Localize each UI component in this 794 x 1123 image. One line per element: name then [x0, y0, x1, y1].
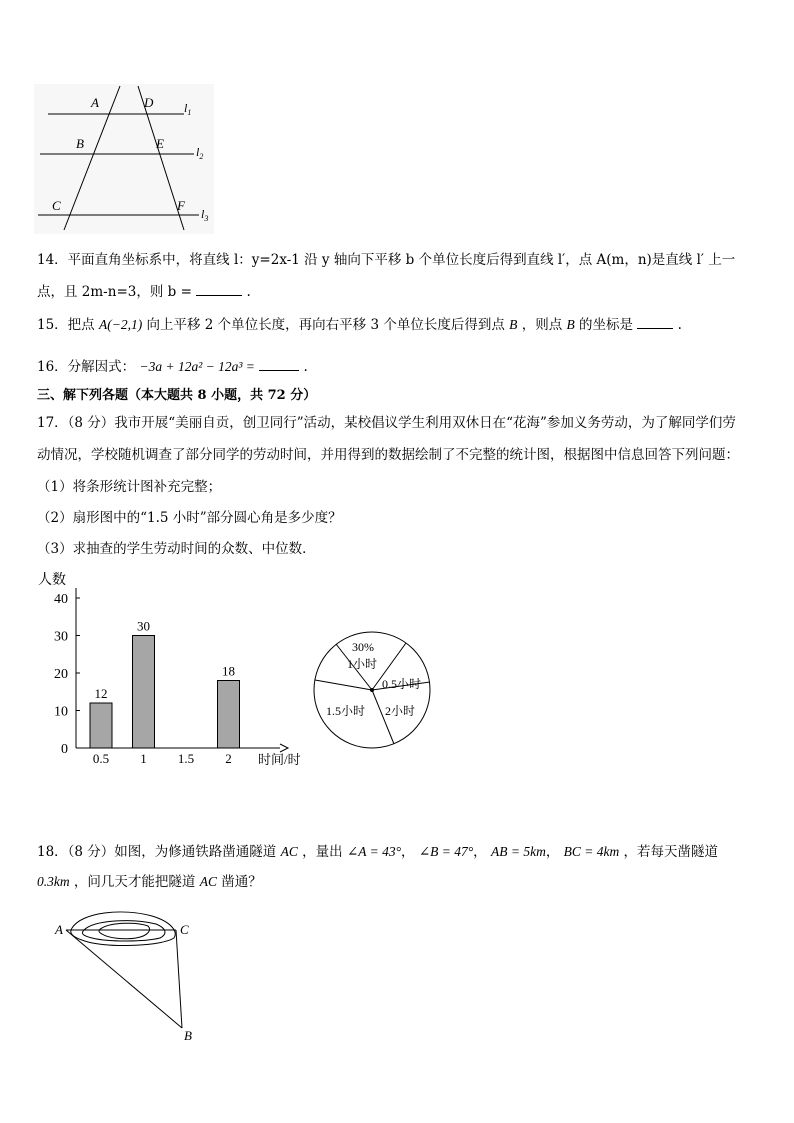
label-C: C: [52, 198, 61, 213]
q17-sub2: （2）扇形图中的“1.5 小时”部分圆心角是多少度？: [37, 510, 342, 526]
bar-chart-ylabel: 人数: [38, 573, 66, 588]
side-ab: [66, 930, 182, 1028]
q18-mid: ，量出: [302, 844, 343, 860]
label-A: A: [91, 95, 99, 110]
pie-label-1-5h: 1.5小时: [326, 704, 366, 718]
x-tick-label: 1.5: [177, 751, 195, 766]
q18-bc: BC = 4km: [563, 844, 620, 859]
y-tick-label: 0: [61, 742, 68, 757]
q18-angle-a: ∠A = 43°: [346, 844, 402, 859]
mountain-contour-inner: [99, 923, 150, 939]
q17-sub1: （1）将条形统计图补充完整；: [37, 479, 222, 495]
pie-label-0-5h: 0.5小时: [382, 677, 422, 691]
q15-answer-blank[interactable]: [637, 314, 673, 329]
q15-mid2: ，则点: [521, 317, 563, 333]
q18-line2-mid: ，问几天才能把隧道: [73, 874, 196, 890]
q15-line: [37, 314, 682, 335]
bar: [90, 703, 112, 748]
q16-expression: −3a + 12a² − 12a³ =: [139, 359, 255, 374]
x-tick-label: 2: [225, 751, 232, 766]
y-tick-label: 10: [54, 704, 68, 720]
bar-data-label: 12: [94, 686, 108, 701]
pie-chart: [305, 578, 435, 768]
label-B: B: [76, 136, 84, 151]
q18-line2-post: 凿通？: [221, 874, 262, 890]
y-tick-label: 20: [54, 667, 68, 682]
q15-point-b: B: [509, 317, 518, 332]
q18-daily: 0.3km: [37, 874, 70, 889]
bar: [133, 636, 155, 749]
q18-post: ，若每天凿隧道: [623, 844, 719, 860]
bar-data-label: 30: [137, 618, 150, 634]
pie-label-2h: 2小时: [385, 704, 416, 718]
label-D: D: [144, 95, 154, 110]
q17-line1: 17．（8 分）我市开展“美丽自贡，创卫同行”活动，某校倡议学生利用双休日在“花海”参加义务劳动，为了解同学们劳: [37, 415, 736, 431]
pie-annotation-30pct: 30%: [352, 640, 374, 654]
tunnel-label-C: C: [180, 922, 189, 937]
tunnel-label-A: A: [55, 922, 63, 937]
pie-center: [370, 688, 374, 692]
label-F: F: [177, 198, 185, 213]
q16-end: .: [303, 359, 308, 375]
tunnel-label-B: B: [184, 1028, 192, 1043]
q18-ab: AB = 5km: [490, 844, 546, 859]
q18-angle-b: ∠B = 47°: [418, 844, 474, 859]
label-l3: $l_3$: [201, 207, 209, 223]
tunnel-figure-svg: [52, 902, 212, 1047]
q16-pre: 16．分解因式：: [37, 359, 136, 375]
label-l2: $l_2$: [196, 145, 204, 161]
y-tick-label: 30: [54, 629, 68, 645]
q15-end: .: [677, 317, 682, 333]
q18-pre: 18．（8 分）如图，为修通铁路凿通隧道: [37, 844, 277, 860]
q14-end: .: [246, 284, 251, 300]
q18-line1: [37, 842, 718, 862]
pie-chart-svg: [305, 578, 435, 768]
bar-chart: [36, 566, 316, 776]
q18-line2: [37, 872, 262, 892]
x-tick-label: 1: [140, 751, 147, 766]
q15-pre: 15．把点: [37, 317, 95, 333]
q16-answer-blank[interactable]: [259, 356, 299, 371]
section-3-heading: 三、解下列各题（本大题共 8 小题，共 72 分）: [37, 388, 317, 403]
q14-line2-text: 点，且 2m-n=3，则 b =: [37, 284, 192, 300]
parallel-lines-figure: [34, 84, 214, 234]
x-axis-arrow-icon: [280, 744, 288, 752]
pie-label-1h: 1小时: [347, 657, 378, 671]
parallel-lines-svg: [34, 84, 214, 234]
q14-line1: 14．平面直角坐标系中，将直线 l：y=2x-1 沿 y 轴向下平移 b 个单位长度后得到直线 l′，点 A(m，n)是直线 l′ 上一: [37, 252, 736, 268]
bar-chart-svg: [36, 566, 316, 776]
q15-post: 的坐标是: [579, 317, 634, 333]
q18-ac: AC: [280, 844, 298, 859]
q18-sep1: ，: [401, 844, 415, 860]
y-tick-label: 40: [54, 592, 68, 607]
x-tick-label: 0.5: [92, 751, 110, 766]
bar: [218, 681, 240, 749]
q18-sep3: ，: [545, 844, 560, 860]
q15-mid: 向上平移 2 个单位长度，再向右平移 3 个单位长度后得到点: [146, 317, 505, 333]
q15-point-a: A(−2,1): [98, 317, 143, 332]
q17-sub3: （3）求抽查的学生劳动时间的众数、中位数．: [37, 541, 316, 557]
q14-answer-blank[interactable]: [196, 281, 242, 296]
label-l1: $l_1$: [184, 101, 192, 117]
label-E: E: [156, 136, 164, 151]
q15-point-b2: B: [566, 317, 575, 332]
q16-line: [37, 356, 308, 377]
bar-data-label: 18: [222, 663, 235, 679]
tunnel-figure: [52, 902, 212, 1047]
bar-chart-xlabel: 时间/时: [258, 752, 301, 767]
side-bc: [176, 930, 182, 1028]
q17-line2: 动情况，学校随机调查了部分同学的劳动时间，并用得到的数据绘制了不完整的统计图，根据图中信息回答下列问题：: [37, 447, 739, 463]
q14-line2: [37, 281, 251, 302]
q18-ac2: AC: [199, 874, 217, 889]
q18-sep2: ，: [473, 844, 487, 860]
mountain-contour-outer: [71, 912, 175, 945]
